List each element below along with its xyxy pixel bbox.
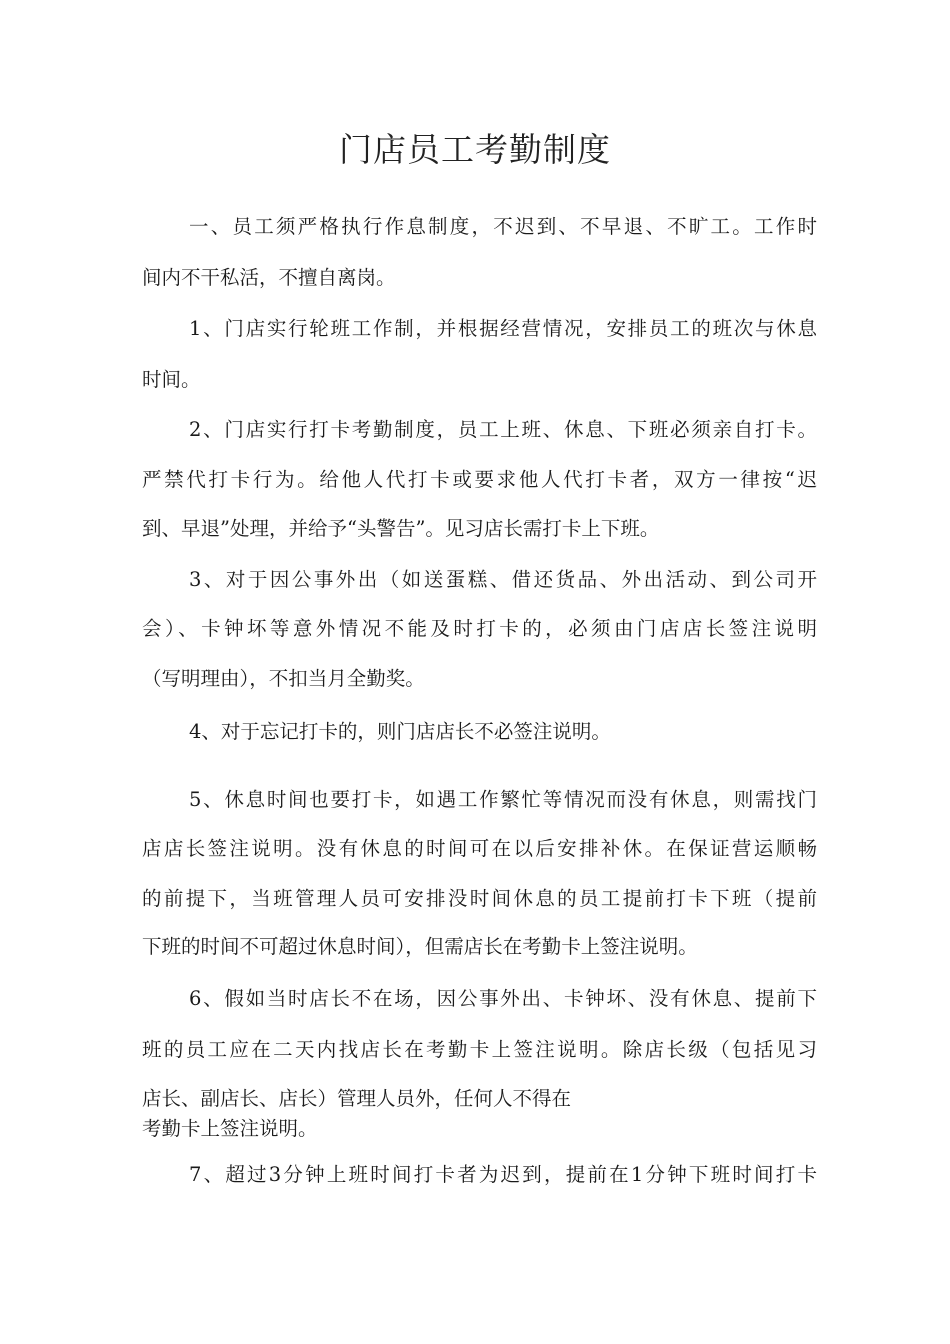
- text-line: 的前提下，当班管理人员可安排没时间休息的员工提前打卡下班（提前: [142, 887, 817, 910]
- text-line: 1、门店实行轮班工作制，并根据经营情况，安排员工的班次与休息: [189, 317, 817, 340]
- text-line: 7、超过3分钟上班时间打卡者为迟到，提前在1分钟下班时间打卡: [189, 1163, 817, 1186]
- text-line: 到、早退”处理，并给予“头警告”。见习店长需打卡上下班。: [142, 517, 660, 540]
- text-line: （写明理由），不扣当月全勤奖。: [142, 667, 425, 690]
- text-line: 店长、副店长、店长）管理人员外，任何人不得在: [142, 1087, 572, 1110]
- text-line: 间内不干私活，不擅自离岗。: [142, 266, 396, 289]
- text-line: 店店长签注说明。没有休息的时间可在以后安排补休。在保证营运顺畅: [142, 837, 817, 860]
- text-line: 考勤卡上签注说明。: [142, 1117, 318, 1140]
- text-line: 严禁代打卡行为。给他人代打卡或要求他人代打卡者，双方一律按“迟: [142, 468, 817, 491]
- text-line: 2、门店实行打卡考勤制度，员工上班、休息、下班必须亲自打卡。: [189, 418, 817, 441]
- text-line: 会）、卡钟坏等意外情况不能及时打卡的，必须由门店店长签注说明: [142, 617, 817, 640]
- text-line: 时间。: [142, 368, 201, 391]
- text-line: 6、假如当时店长不在场，因公事外出、卡钟坏、没有休息、提前下: [189, 987, 817, 1010]
- text-line: 班的员工应在二天内找店长在考勤卡上签注说明。除店长级（包括见习: [142, 1038, 817, 1061]
- text-line: 5、休息时间也要打卡，如遇工作繁忙等情况而没有休息，则需找门: [189, 788, 817, 811]
- text-line: 4、对于忘记打卡的，则门店店长不必签注说明。: [189, 720, 611, 743]
- text-line: 下班的时间不可超过休息时间），但需店长在考勤卡上签注说明。: [142, 935, 698, 958]
- text-line: 一、员工须严格执行作息制度，不迟到、不早退、不旷工。工作时: [189, 215, 817, 238]
- text-line: 3、对于因公事外出（如送蛋糕、借还货品、外出活动、到公司开: [189, 568, 817, 591]
- document-title: 门店员工考勤制度: [339, 130, 611, 170]
